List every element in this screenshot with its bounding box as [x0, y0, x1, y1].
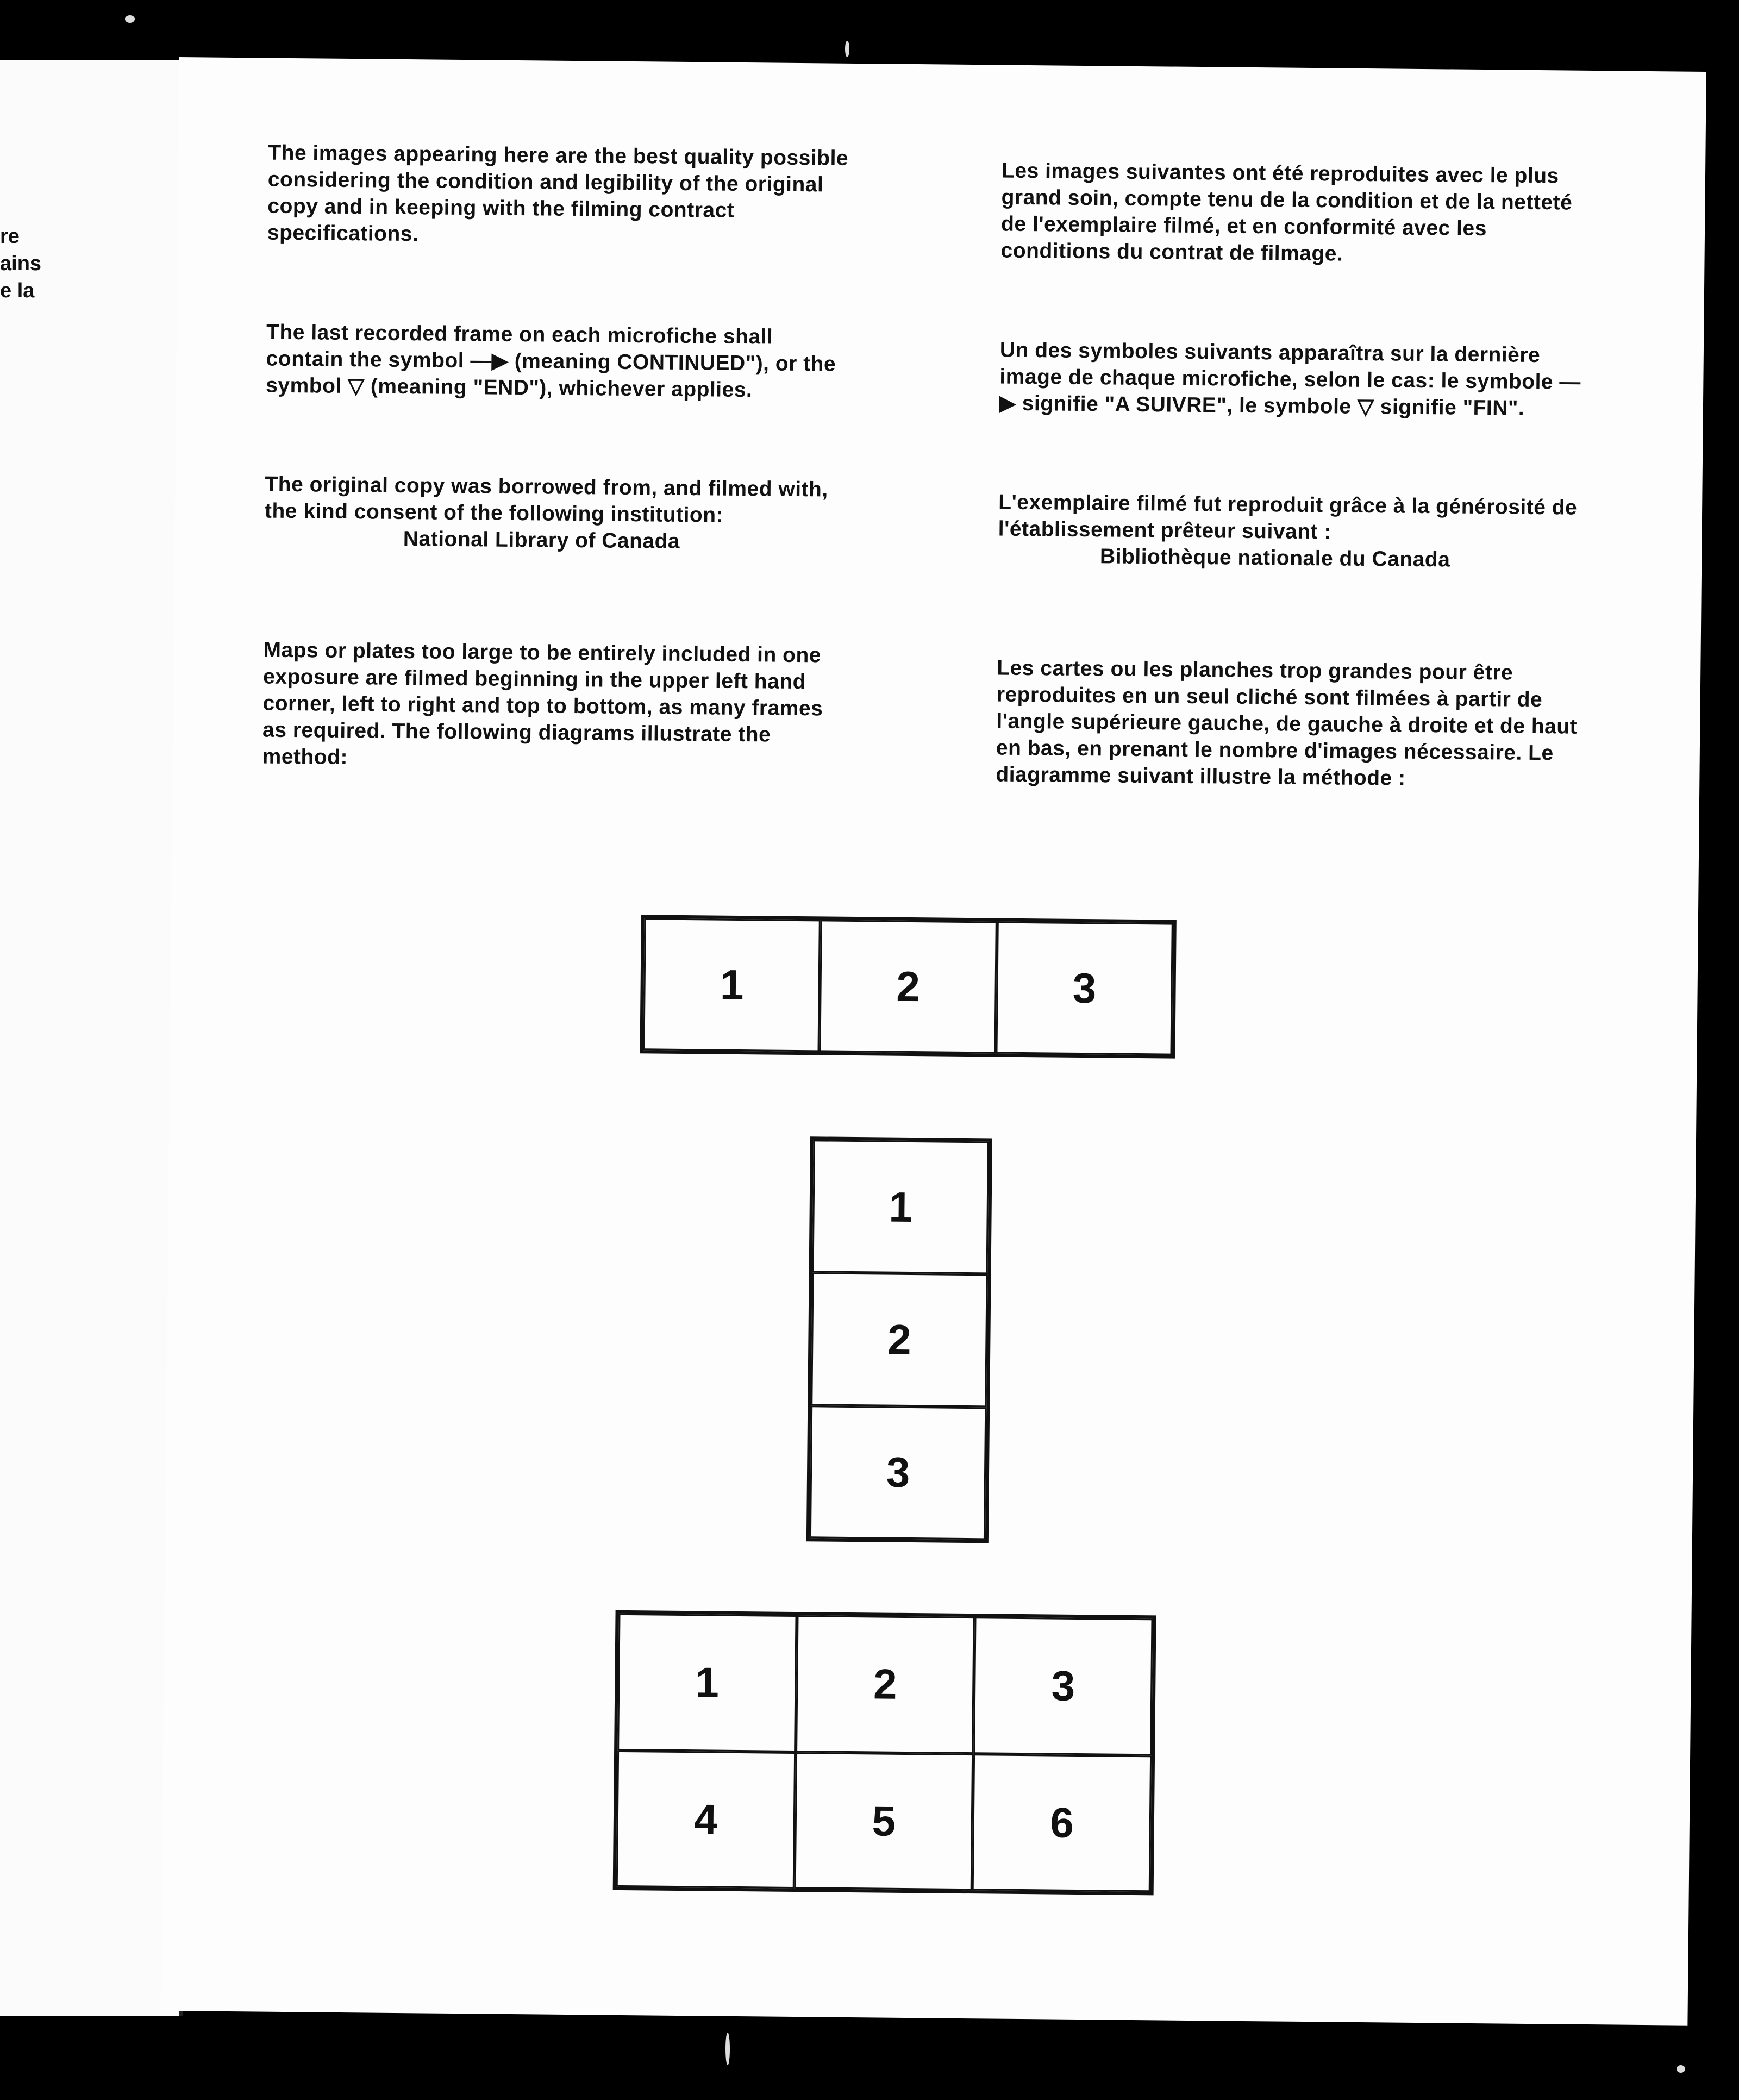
french-symbol-paragraph: Un des symboles suivants apparaîtra sur la dernière image de chaque microfiche, selon le cas: le symbole —▶ signifie "A SUIVRE", le symbole ▽ signifie "FIN". — [999, 338, 1581, 420]
diagram-cell: 6 — [972, 1754, 1152, 1892]
diagram-two-by-three — [613, 1610, 1156, 1896]
diagram-cell: 1 — [617, 1614, 797, 1752]
french-institution-paragraph — [998, 489, 1585, 574]
left-page-fragment: e la — [0, 279, 35, 302]
diagram-cell: 3 — [996, 922, 1173, 1055]
diagram-cell: 2 — [811, 1273, 987, 1407]
english-symbol-paragraph: The last recorded frame on each microfiche shall contain the symbol —▶ (meaning CONTINUED"), or the symbol ▽ (meaning "END"), whichever applies. — [266, 320, 836, 402]
dust-speck — [725, 2033, 730, 2065]
left-page-fragment: ains — [0, 252, 42, 275]
diagram-cell: 4 — [616, 1750, 796, 1889]
dust-speck — [845, 41, 849, 57]
dust-speck — [125, 15, 135, 23]
english-consent-text: The original copy was borrowed from, and filmed with, the kind consent of the following institution: — [264, 472, 828, 527]
diagram-cell: 1 — [812, 1140, 989, 1274]
left-page-fragment: re — [0, 225, 20, 248]
french-maps-paragraph: Les cartes ou les planches trop grandes pour être reproduites en un seul cliché sont filmées à partir de l'angle supérieure gauche, de gauche à droite et de haut en bas, en prenant le nombre d'images nécessaire. Le diagramme suivant illustre la méthode : — [996, 656, 1578, 790]
french-consent-text: L'exemplaire filmé fut reproduit grâce à la générosité de l'établissement prêteur suivant : — [998, 490, 1578, 544]
french-quality-paragraph: Les images suivantes ont été reproduites avec le plus grand soin, compte tenu de la condition et de la netteté de l'exemplaire filmé, et en conformité avec les conditions du contrat de filmage. — [1000, 159, 1573, 266]
diagram-cell: 3 — [810, 1405, 986, 1540]
diagram-cell: 5 — [794, 1752, 973, 1891]
diagram-horizontal-row — [640, 915, 1176, 1058]
diagram-vertical-column — [806, 1136, 992, 1543]
left-page-edge — [0, 60, 183, 2016]
french-institution-name: Bibliothèque nationale du Canada — [1099, 545, 1450, 572]
english-column — [262, 140, 855, 770]
diagram-cell: 2 — [820, 920, 997, 1053]
english-maps-paragraph: Maps or plates too large to be entirely included in one exposure are filmed beginning in the upper left hand corner, left to right and top to bottom, as many frames as required. The following diagrams illustrate the method: — [262, 638, 823, 770]
diagram-cell: 1 — [643, 918, 821, 1052]
diagram-cell: 2 — [796, 1615, 975, 1754]
english-institution-paragraph — [264, 471, 852, 557]
english-institution-name: National Library of Canada — [403, 527, 680, 553]
english-quality-paragraph: The images appearing here are the best quality possible considering the condition and legibility of the original copy and in keeping with the filming contract specifications. — [267, 141, 849, 246]
french-column — [996, 158, 1588, 790]
dust-speck — [1677, 2065, 1685, 2073]
main-page — [160, 57, 1706, 2026]
diagram-cell: 3 — [973, 1617, 1153, 1755]
